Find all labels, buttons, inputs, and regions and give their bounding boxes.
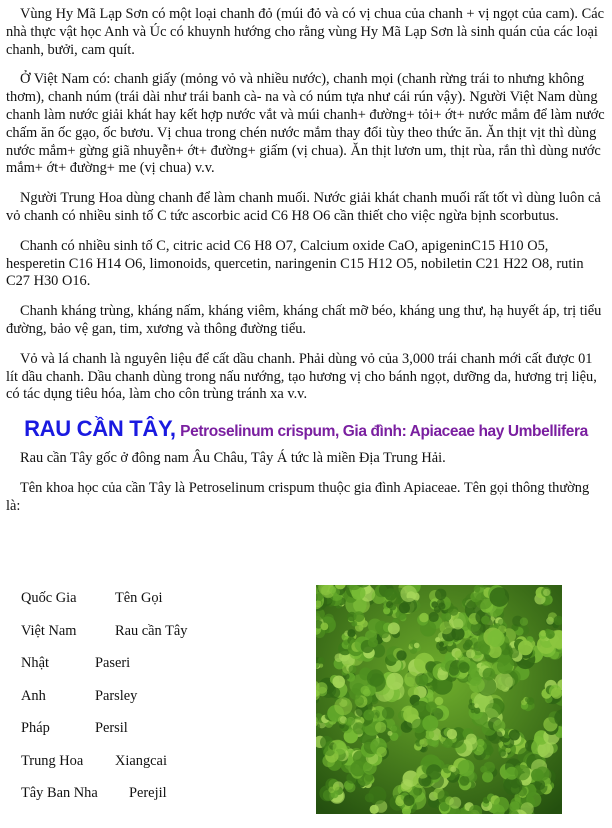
paragraph-lemon-benefits: Chanh kháng trùng, kháng nấm, kháng viêm, kháng chất mỡ béo, kháng ung thư, hạ huyết áp, trị tiểu đường, bảo vệ gan, tim, xương và thông đường tiểu. [6,303,602,337]
names-value: Paseri [95,655,131,671]
parsley-leaf-lobe [332,676,345,689]
parsley-leaf-lobe [401,721,413,733]
parsley-leaf-lobe [349,665,357,673]
names-row [21,718,301,751]
names-value: Xiangcai [115,752,167,769]
heading-title: RAU CẦN TÂY, [24,416,176,442]
names-value: Persil [95,720,128,736]
parsley-leaf-lobe [391,725,399,733]
parsley-leaf-lobe [447,729,457,739]
paragraph-himalaya-lemon: Vùng Hy Mã Lạp Sơn có một loại chanh đỏ (múi đỏ và có vị chua của chanh + vị ngọt của cam). Các nhà thực vật học Anh và Úc có khuynh hướng cho rằng vùng Hy Mã Lạp Sơn là sinh quán của các loại chanh, bưởi, cam quít. [6,6,604,58]
parsley-leaf-lobe [368,637,378,647]
parsley-leaf-lobe [367,669,384,686]
parsley-leaf-lobe [546,630,555,639]
parsley-leaf-lobe [493,720,505,732]
parsley-leaf-lobe [426,702,437,713]
document-page [6,6,606,528]
parsley-leaf-lobe [483,668,496,681]
parsley-leaf-lobe [483,762,495,774]
names-country: Nhật [21,655,49,671]
parsley-leaf-lobe [368,786,386,804]
names-country: Pháp [21,720,50,736]
parsley-leaf-lobe [399,602,410,613]
parsley-leaf-lobe [334,697,352,715]
parsley-leaf-lobe [417,675,428,686]
parsley-leaf-lobe [382,707,394,719]
section-heading [6,416,606,442]
parsley-leaf-lobe [494,797,510,813]
parsley-leaf-lobe [419,613,429,623]
parsley-leaf-lobe [426,764,442,780]
parsley-leaf-lobe [485,703,501,719]
parsley-photo [316,585,562,814]
parsley-leaf-lobe [388,622,400,634]
parsley-leaf-lobe [363,689,371,697]
parsley-leaf-lobe [386,673,403,690]
parsley-leaf-lobe [543,589,550,596]
paragraph-parsley-names-intro: Tên khoa học của cần Tây là Petroselinum crispum thuộc gia đình Apiaceae. Tên gọi thông thường là: [6,479,590,514]
names-row [21,783,301,816]
heading-subtitle: Petroselinum crispum, Gia đình: Apiaceae hay Umbellifera [180,423,588,441]
parsley-leaf-lobe [437,599,445,607]
parsley-leaf-lobe [452,619,463,630]
paragraph-vietnam-lemons: Ở Việt Nam có: chanh giấy (mỏng vỏ và nhiều nước), chanh mọi (chanh rừng trái to nhưng không thơm), chanh núm (trái dài như trái banh cà- na và có núm tựa như cái rún vậy). Người Việt Nam dùng chanh làm nước giải khát hay kết hợp nước vắt và múi chanh+ đường+ tỏi+ ớt+ nước mắm để làm nước chấm ăn ốc gạo, ốc bươu. Vị chua trong chén nước mắm thay đổi tùy theo thức ăn. Ăn thịt vịt thì dùng nước mắm+ gừng giã nhuyễn+ ớt+ đường+ giấm (vị chua). Ăn thịt lươn um, thịt rùa, rắn thì dùng nước mắm+ ớt+ đường+ me (vị chua) v.v. [6,71,605,177]
parsley-leaf-lobe [490,587,510,607]
parsley-leaf-lobe [527,697,535,705]
paragraph-parsley-origin: Rau cần Tây gốc ở đông nam Âu Châu, Tây Á tức là miền Địa Trung Hải. [20,450,446,467]
parsley-leaf-lobe [481,616,490,625]
names-country: Tây Ban Nha [21,785,98,801]
parsley-leaf-cluster [534,587,552,606]
parsley-leaf-lobe [435,589,446,600]
parsley-leaf-lobe [333,784,340,791]
parsley-leaf-lobe [396,650,406,660]
names-row [21,751,301,784]
names-row [21,686,301,719]
parsley-leaf-lobe [324,614,334,624]
parsley-leaf-lobe [482,771,493,782]
parsley-leaf-lobe [375,722,386,733]
parsley-leaf-lobe [466,649,475,658]
parsley-leaf-lobe [414,643,420,649]
parsley-leaf-lobe [465,639,473,647]
parsley-leaf-lobe [439,642,444,647]
parsley-leaf-lobe [318,657,325,664]
parsley-leaf-lobe [450,766,456,772]
common-names-list [21,588,301,816]
names-header-row [21,588,301,621]
names-row [21,621,301,654]
names-row [21,653,301,686]
parsley-leaf-lobe [429,612,439,622]
parsley-leaf-lobe [458,760,475,777]
parsley-leaf-lobe [390,604,396,610]
parsley-leaf-lobe [354,611,365,622]
names-country: Anh [21,687,46,704]
parsley-leaf-lobe [347,629,355,637]
parsley-leaf-lobe [329,587,336,594]
parsley-leaf-lobe [477,739,485,747]
parsley-leaf-lobe [497,658,513,674]
parsley-leaf-lobe [551,687,562,698]
parsley-leaves-illustration [316,585,562,814]
parsley-leaf-lobe [316,682,328,694]
parsley-leaf-lobe [474,703,479,708]
parsley-leaf-lobe [487,630,504,647]
paragraph-lemon-compounds: Chanh có nhiều sinh tố C, citric acid C6 H8 O7, Calcium oxide CaO, apigeninC15 H10 O5, hesperetin C16 H14 O6, limonoids, quercetin, naringenin C15 H12 O5, nobiletin C21 H22 O8, rutin C27 H30 O16. [6,237,584,290]
parsley-leaf-lobe [520,618,528,626]
parsley-leaf-lobe [321,623,329,631]
parsley-leaf-lobe [370,805,379,814]
parsley-leaf-lobe [518,640,533,655]
names-country: Trung Hoa [21,752,84,769]
parsley-leaf-lobe [509,648,520,659]
parsley-leaf-lobe [388,731,393,736]
parsley-leaf-lobe [459,662,470,673]
names-header-country: Quốc Gia [21,590,77,606]
paragraph-lemon-oil: Vỏ và lá chanh là nguyên liệu để cất dầu chanh. Phải dùng vỏ của 3,000 trái chanh mới cất được 01 lít dầu chanh. Dầu chanh dùng trong nấu nướng, tạo hương vị cho bánh ngọt, dưỡng da, hương trị liệu, có tác dụng tiêu hóa, làm cho côn trùng tránh xa v.v. [6,350,597,403]
parsley-leaf-lobe [403,795,414,806]
parsley-leaf-lobe [449,797,461,809]
parsley-leaf-lobe [440,621,453,634]
names-value: Perejil [129,785,167,801]
parsley-leaf-lobe [505,747,510,752]
parsley-leaf-lobe [455,651,463,659]
parsley-leaf-lobe [509,801,519,811]
parsley-leaf-lobe [400,585,417,602]
parsley-leaf-lobe [345,719,352,726]
parsley-leaf-lobe [535,767,549,781]
parsley-leaf-lobe [377,747,387,757]
parsley-leaf-lobe [422,715,438,731]
parsley-leaf-lobe [466,734,477,745]
parsley-leaf-lobe [353,722,365,734]
names-value: Parsley [95,687,138,704]
names-country: Việt Nam [21,622,77,639]
names-header-name: Tên Gọi [115,590,163,606]
parsley-leaf-lobe [515,765,531,781]
parsley-leaf-lobe [435,697,444,706]
paragraph-chinese-salted-lemon: Người Trung Hoa dùng chanh để làm chanh muối. Nước giải khát chanh muối rất tốt vì dùng luôn cả vỏ chanh có nhiều sinh tố C tức ascorbic acid C6 H8 O6 cần thiết cho việc ngừa bịnh scorbutus. [6,190,601,224]
parsley-leaf-lobe [333,741,347,755]
parsley-leaf-lobe [495,672,513,690]
parsley-leaf-lobe [509,730,520,741]
parsley-leaf-lobe [459,776,469,786]
parsley-leaf-lobe [449,606,458,615]
names-value: Rau cần Tây [115,622,188,639]
parsley-leaf-lobe [363,710,374,721]
